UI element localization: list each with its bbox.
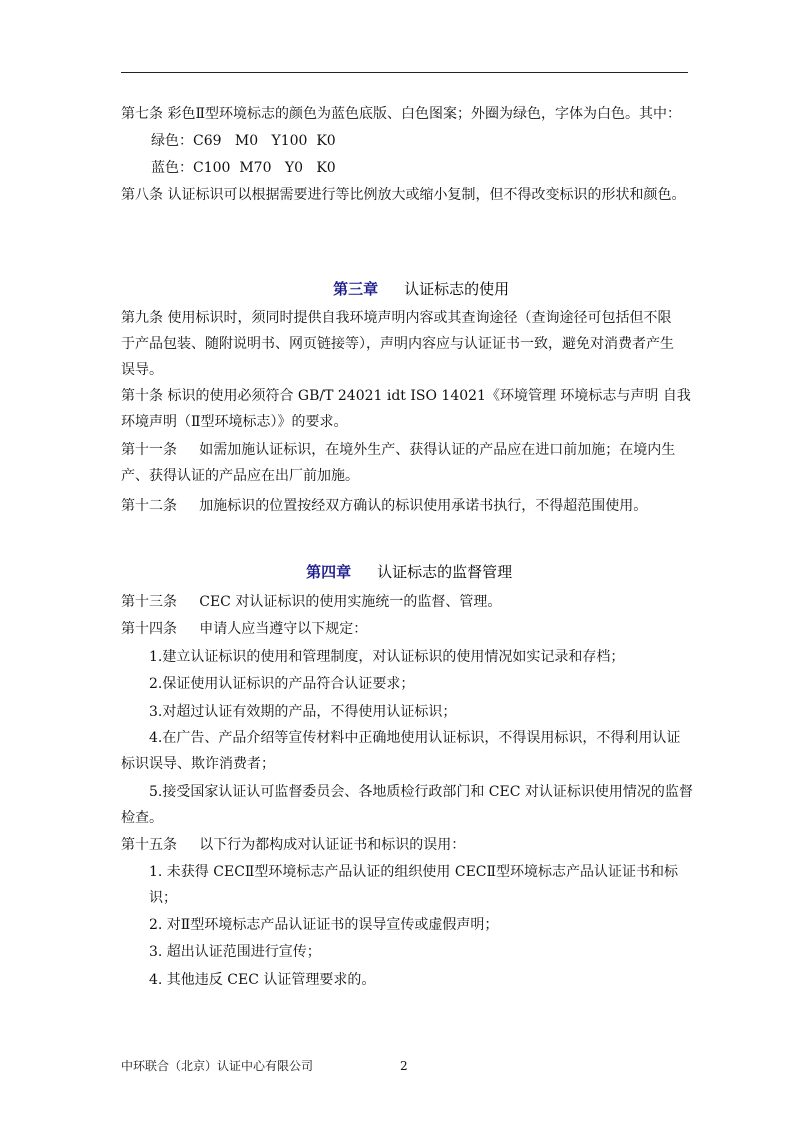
article-14-item-3: 3.对超过认证有效期的产品，不得使用认证标识； [149,704,457,720]
article-14-item-2: 2.保证使用认证标识的产品符合认证要求； [149,676,415,692]
article-13-line-1: 第十三条 CEC 对认证标识的使用实施统一的监督、管理。 [121,594,502,610]
article-11-line-1: 第十一条 如需加施认证标识，在境外生产、获得认证的产品应在进口前加施；在境内生 [121,442,676,458]
article-10-line-1: 第十条 标识的使用必须符合 GB/T 24021 idt ISO 14021《环境管理 环境标志与声明 自我 [121,388,691,404]
header-rule [121,72,688,73]
chapter-3-number: 第三章 [333,280,379,298]
article-15-item-1-line-1: 1. 未获得 CECⅡ型环境标志产品认证的组织使用 CECⅡ型环境标志产品认证证书和标 [149,864,679,880]
article-7-line-1: 第七条 彩色Ⅱ型环境标志的颜色为蓝色底版、白色图案；外圈为绿色，字体为白色。其中： [121,106,681,122]
article-15-item-1-line-2: 识； [149,890,177,906]
article-8-line-1: 第八条 认证标识可以根据需要进行等比例放大或缩小复制，但不得改变标识的形状和颜色。 [121,187,686,203]
article-14-item-4-line-1: 4.在广告、产品介绍等宣传材料中正确地使用认证标识，不得误用标识，不得利用认证 [149,730,681,746]
article-11-line-2: 产、获得认证的产品应在出厂前加施。 [121,468,359,484]
chapter-3-title: 认证标志的使用 [404,280,510,298]
footer-company: 中环联合（北京）认证中心有限公司 [121,1059,314,1073]
article-15-item-2: 2. 对Ⅱ型环境标志产品认证证书的误导宣传或虚假声明； [149,917,499,933]
article-14-line-1: 第十四条 申请人应当遵守以下规定： [121,621,368,637]
article-15-item-4: 4. 其他违反 CEC 认证管理要求的。 [149,972,376,988]
article-14-item-4-line-2: 标识误导、欺诈消费者； [121,756,275,772]
article-7-green-color: 绿色：C69 M0 Y100 K0 [151,133,336,149]
article-7-blue-color: 蓝色：C100 M70 Y0 K0 [151,160,336,176]
article-9-line-1: 第九条 使用标识时，须同时提供自我环境声明内容或其查询途径（查询途径可包括但不限 [121,310,672,326]
article-14-item-1: 1.建立认证标识的使用和管理制度，对认证标识的使用情况如实记录和存档； [149,649,625,665]
article-9-line-3: 误导。 [121,362,163,378]
chapter-4-title: 认证标志的监督管理 [377,563,513,581]
article-15-line-1: 第十五条 以下行为都构成对认证证书和标识的误用： [121,837,466,853]
article-12-line-1: 第十二条 加施标识的位置按经双方确认的标识使用承诺书执行，不得超范围使用。 [121,498,648,514]
article-14-item-5-line-1: 5.接受国家认证认可监督委员会、各地质检行政部门和 CEC 对认证标识使用情况的监督 [149,784,693,800]
article-10-line-2: 环境声明（Ⅱ型环境标志）》的要求。 [121,414,348,430]
article-14-item-5-line-2: 检查。 [121,810,163,826]
footer-page-number: 2 [400,1059,408,1073]
article-15-item-3: 3. 超出认证范围进行宣传； [149,944,321,960]
chapter-4-number: 第四章 [306,563,352,581]
article-9-line-2: 于产品包装、随附说明书、网页链接等），声明内容应与认证证书一致，避免对消费者产生 [121,336,674,352]
